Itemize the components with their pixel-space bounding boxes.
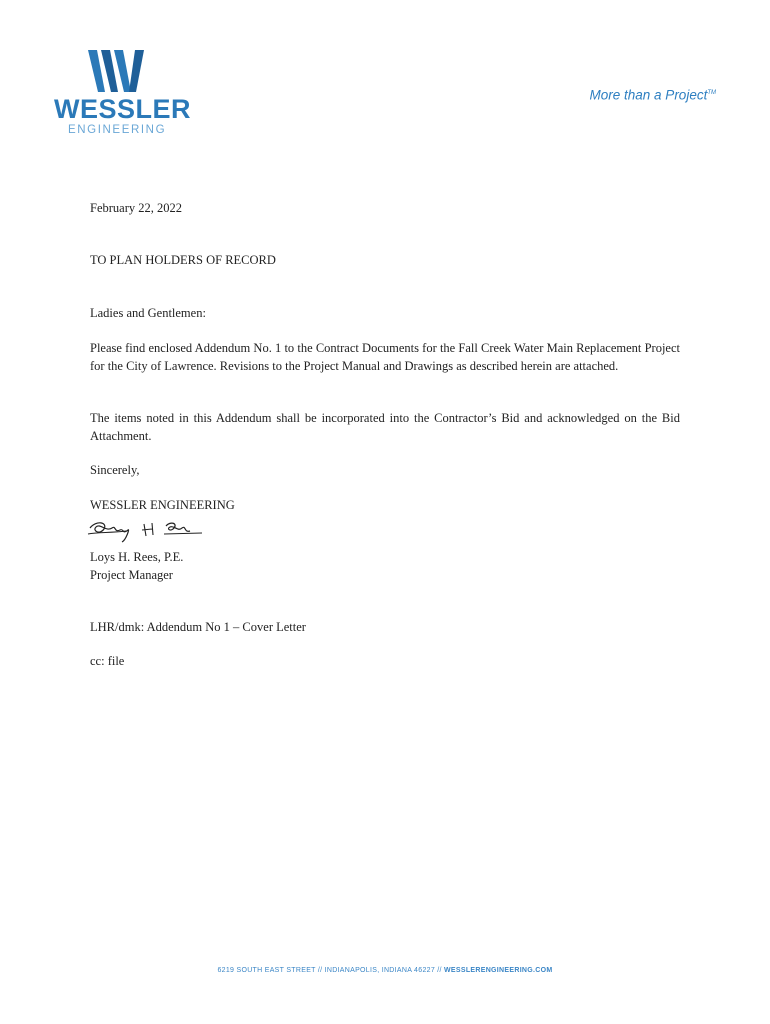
cc-line: cc: file [90, 654, 125, 668]
footer-website[interactable]: WESSLERENGINEERING.COM [444, 967, 553, 974]
body-paragraph-2: The items noted in this Addendum shall be incorporated into the Contractor’s Bid and acknowledged on the Bid Attachment. [90, 411, 680, 443]
footer-address: 6219 SOUTH EAST STREET // INDIANAPOLIS, INDIANA 46227 // [217, 967, 442, 974]
body-paragraph-1: Please find enclosed Addendum No. 1 to the Contract Documents for the Fall Creek Water Main Replacement Project for the City of Lawrence. Revisions to the Project Manual and Drawings as described herein are attached. [90, 341, 680, 373]
salutation: Ladies and Gentlemen: [90, 306, 206, 320]
wessler-w-icon [88, 50, 144, 92]
logo-subtitle: ENGINEERING [68, 124, 167, 136]
reference-line: LHR/dmk: Addendum No 1 – Cover Letter [90, 620, 306, 634]
tagline-text: More than a Project [589, 87, 708, 103]
trademark-mark: TM [707, 90, 716, 96]
recipient-line: TO PLAN HOLDERS OF RECORD [90, 253, 276, 267]
letter-date: February 22, 2022 [90, 201, 182, 215]
handwritten-signature [86, 518, 206, 544]
footer [0, 966, 770, 976]
signer-name: Loys H. Rees, P.E. [90, 550, 184, 564]
signer-title: Project Manager [90, 568, 173, 582]
company-name: WESSLER ENGINEERING [90, 498, 235, 512]
tagline [590, 85, 716, 104]
closing: Sincerely, [90, 463, 140, 477]
logo-wordmark: WESSLER [54, 94, 192, 124]
company-logo [54, 50, 194, 140]
